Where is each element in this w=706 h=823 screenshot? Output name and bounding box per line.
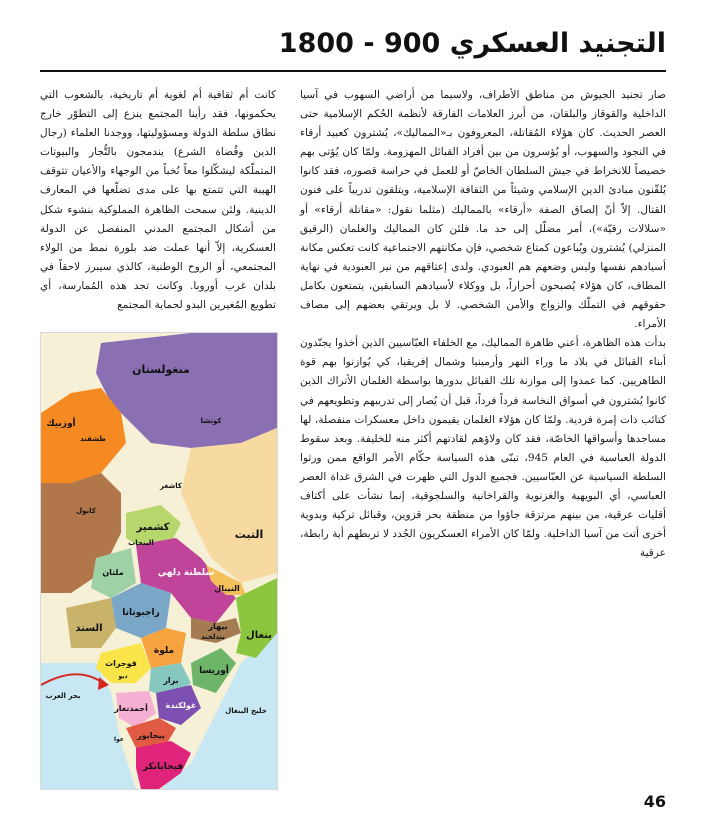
label-bundelkhand: بندلخند	[200, 633, 226, 641]
text-column-right	[300, 86, 666, 563]
label-sultanate: سلطنة دلهي	[157, 568, 215, 578]
page-title: التجنيد العسكري 900 - 1800	[278, 28, 666, 59]
label-arabian-sea: بحر العرب	[45, 692, 81, 700]
label-sind: السند	[75, 623, 103, 634]
title-rule	[40, 70, 666, 72]
label-kabul: كابول	[76, 507, 96, 515]
label-multan: ملتان	[102, 568, 124, 577]
label-berar: برار	[163, 676, 179, 685]
label-rajputana: راجبوتانا	[122, 608, 160, 618]
label-kucha: كوتشا	[200, 417, 222, 425]
text-column-left	[40, 86, 276, 315]
label-mongolistan: منغولستان	[132, 363, 190, 376]
page-number: 46	[643, 792, 666, 811]
paragraph: بدأت هذه الظاهرة، أعني ظاهرة المماليك، مع الخلفاء العبّاسيين الذين أخذوا يجنّدون أبناء القبائل في بلاد ما وراء النهر وأرمينيا وشمال إفريقيا، كي يُوازنوا بهم قوة الطاهريين. كما عمدوا إلى موازنة تلك القبائل بدورها بواسطة الغلمان الأتراك الذين كانوا يُشترون في أسواق النخاسة فرداً فرداً، قبل أن يُصار إلى تدريبهم وتطويعهم في كتائب ذات إمرة فردية. ولمّا كان هؤلاء الغلمان يقيمون داخل معسكرات منفصلة، لها مساجدها وأسواقها الخاصّة، فقد كان ولاؤهم لقادتهم أكثر منه للخليفة. وبعد سقوط الدولة العباسية في العام 945، تبنّى هذه السياسة حكّام الأمر الواقع ممن ورثوا السلطة السياسية عن العبّاسيين. فجميع الدول التي ظهرت في الشرق غداة العصر العباسي، أي البويهية والغزنوية والقراخانية والسلجوقية، إنما نشأت على أكتاف أقليات عرقية، من بينهم مرتزقة جاؤوا من منطقة بحر قزوين، وقبائل تركية وبدوية أخرى أتت من آسيا الداخلية. ولمّا كان الأمراء العسكريون الجُدد لا تربطهم أية رابطة، عرقية	[300, 337, 666, 560]
label-vijayanagar: فيجايانكر	[142, 762, 184, 772]
label-nepal: النيبال	[214, 584, 240, 593]
label-bijapur: بيجابور	[137, 731, 165, 740]
label-kashgar: كاشغر	[160, 482, 182, 490]
label-goa: غوا	[114, 736, 124, 743]
historical-map	[40, 332, 278, 790]
label-punjab: البنجاب	[128, 539, 154, 547]
label-tibet: التبت	[234, 528, 264, 541]
label-golconda: غولكندة	[165, 701, 197, 710]
label-bengal: بنغال	[246, 630, 272, 641]
label-gujarat: قوجرات	[105, 659, 137, 668]
label-uzbek: أوزبيك	[46, 419, 76, 429]
paragraph: صار تجنيد الجيوش من مناطق الأطراف، ولاسيما من أراضي السهوب في آسيا الداخلية والقوقاز والبلقان، من أبرز العلامات الفارقة لأنظمة الحُكم الإسلامية حتى العصر الحديث. كان هؤلاء المُقاتلة، المعروفون بـ«المماليك»، يُشترون كعبيد أرقاء في النجود والسهوب، أو يُؤسرون من بين أفراد القبائل المهزومة. ولمّا كان يُؤتى بهم خصيصاً للانخراط في جيش السلطان الخاصّ أو للعمل في حراسة قصوره، فقد كانوا يُلقّنون مبادئ الدين الإسلامي وشيئاً من الثقافة الإسلامية، ويتلقون تدريباً على فنون القتال. إلاّ أنّ إلصاق الصفة «أرقاء» بالمماليك (مثلما نقول: «مقاتلة أرقاء» أو «سلالات رقيّة»)، أمر مضلّل إلى حد ما. فلئن كان المماليك والغلمان (الرقيق المنزلي) يُشترون ويُباعون كمتاع شخصي، فإن مكانتهم الاجتماعية كانت تعكس مكانة أسيادهم نفسها وليس وضعهم هم العبودي. ولدى إعتاقهم من نير العبودية في نهاية المطاف، كان هؤلاء يُصبحون أحراراً، بل ووكلاء لأسيادهم السابقين، يتمتعون بكامل حقوقهم في التملّك والزواج والأمن الشخصي. لا بل ويرتقي بعضهم إلى مصاف الأمراء.	[300, 89, 666, 331]
label-kashmir: كشمير	[136, 522, 170, 533]
label-bihar: بيهار	[208, 622, 228, 631]
map-svg	[41, 333, 277, 789]
label-orissa: أوريسا	[199, 666, 229, 676]
label-ahmadnagar: أحمدنغار	[114, 704, 148, 713]
label-diu: ديو	[118, 673, 128, 680]
label-malwa: ملوة	[153, 646, 175, 656]
label-tashkent: طشقند	[80, 435, 106, 443]
label-bay-of-bengal: خليج البنغال	[225, 707, 267, 715]
paragraph: كانت أم ثقافية أم لغوية أم تاريخية، بالشعوب التي يحكمونها، فقد رأينا المجتمع ينزع إلى التطوّر خارج نطاق سلطة الدولة ومسؤوليتها، ووجدنا العلماء (رجال الدين وقُضاة الشرع) يندمجون بالتُّجار والبيوتات المتملّكة ليشكّلوا معاً نُخباً من الوجهاء والأعيان تتوقف الهيبة التي تتمتع بها على مدى تضلّعها في المعارف الدينية. ولئن سمحت الظاهرة المملوكية بنشوء شكل من أشكال المجتمع المدني المنفصل عن الدولة العسكرية، إلاّ أنها عملت ضد بلورة نمط من الولاء المجتمعي، أو الروح الوطنية، كالذي سيبرز لاحقاً في بلدان غرب أوروبا. وكانت تجد هذه المُمارسة، أي تطويع المُغيرين البدو لحماية المجتمع	[40, 89, 276, 312]
